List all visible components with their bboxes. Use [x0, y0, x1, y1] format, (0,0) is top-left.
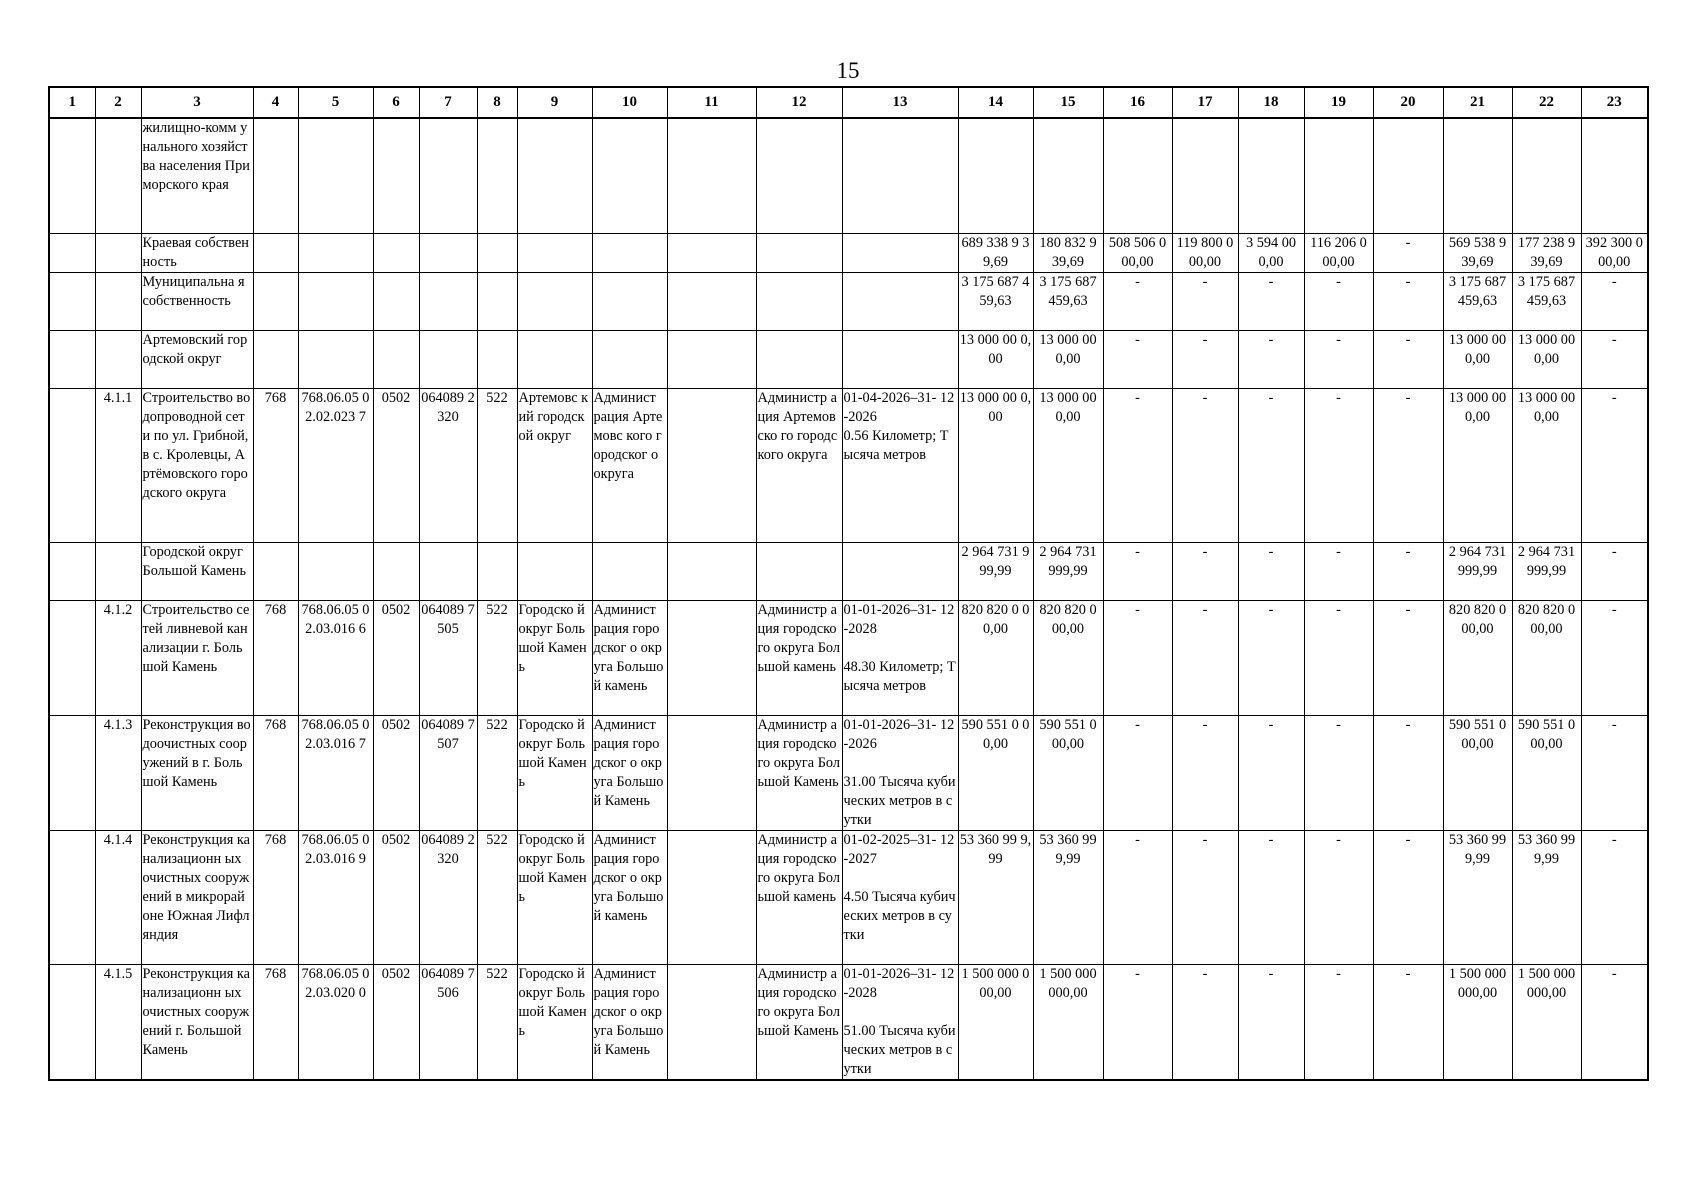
cell-col-19: - [1304, 330, 1373, 388]
cell-col-14: 2 964 731 999,99 [958, 542, 1033, 600]
cell-col-10 [592, 542, 667, 600]
column-number-21: 21 [1443, 87, 1512, 118]
capacity-indicator: 4.50 Тысяча кубических метров в сутки [843, 888, 956, 943]
cell-col-16: - [1103, 600, 1172, 715]
column-number-15: 15 [1033, 87, 1103, 118]
cell-col-3: Артемовский городской округ [141, 330, 253, 388]
cell-col-22: 1 500 000 000,00 [1512, 964, 1581, 1080]
cell-col-14: 590 551 0 00,00 [958, 715, 1033, 830]
cell-col-11 [667, 830, 756, 964]
cell-col-6 [373, 118, 419, 233]
cell-col-3: Строительство сетей ливневой канализации г. Большой Камень [141, 600, 253, 715]
cell-col-9 [517, 233, 592, 272]
cell-col-6 [373, 542, 419, 600]
cell-col-14: 53 360 99 9,99 [958, 830, 1033, 964]
cell-col-10 [592, 233, 667, 272]
cell-col-19: - [1304, 830, 1373, 964]
table-row-item [49, 715, 1648, 830]
cell-col-19: 116 206 0 00,00 [1304, 233, 1373, 272]
cell-col-23: 392 300 0 00,00 [1581, 233, 1648, 272]
cell-col-13 [842, 272, 958, 330]
cell-col-21: 569 538 9 39,69 [1443, 233, 1512, 272]
cell-col-10: Админист рация городског о округа Большой камень [592, 830, 667, 964]
cell-col-9 [517, 118, 592, 233]
cell-col-19: - [1304, 715, 1373, 830]
cell-col-22: 820 820 0 00,00 [1512, 600, 1581, 715]
column-number-8: 8 [477, 87, 517, 118]
cell-col-10 [592, 118, 667, 233]
column-number-7: 7 [419, 87, 477, 118]
cell-col-10: Админист рация городског о округа Большой Камень [592, 715, 667, 830]
cell-col-11 [667, 118, 756, 233]
cell-col-12 [756, 118, 842, 233]
cell-col-11 [667, 715, 756, 830]
cell-col-8: 522 [477, 388, 517, 542]
cell-col-11 [667, 272, 756, 330]
cell-col-13 [842, 600, 958, 715]
cell-col-8: 522 [477, 830, 517, 964]
cell-col-9: Артемовс кий городской округ [517, 388, 592, 542]
cell-col-12: Администр ация Артемовско го городского округа [756, 388, 842, 542]
cell-col-9 [517, 330, 592, 388]
cell-col-15: 590 551 0 00,00 [1033, 715, 1103, 830]
cell-col-7: 064089 2320 [419, 388, 477, 542]
cell-col-18: - [1238, 715, 1304, 830]
column-number-23: 23 [1581, 87, 1648, 118]
cell-col-15: 53 360 99 9,99 [1033, 830, 1103, 964]
cell-col-6: 0502 [373, 388, 419, 542]
cell-col-18: - [1238, 964, 1304, 1080]
cell-col-6 [373, 330, 419, 388]
cell-col-10: Админист рация городског о округа Большой Камень [592, 964, 667, 1080]
cell-col-15: 820 820 0 00,00 [1033, 600, 1103, 715]
cell-col-17: - [1172, 830, 1238, 964]
cell-col-17: - [1172, 388, 1238, 542]
table-row-source [49, 330, 1648, 388]
column-number-14: 14 [958, 87, 1033, 118]
cell-col-17: - [1172, 600, 1238, 715]
implementation-period: 01-04-2026–31- 12-2026 [843, 389, 955, 425]
cell-col-15: 3 175 687 459,63 [1033, 272, 1103, 330]
cell-col-3: Муниципальна я собственность [141, 272, 253, 330]
cell-col-1 [49, 830, 95, 964]
cell-col-23: - [1581, 272, 1648, 330]
cell-col-19: - [1304, 964, 1373, 1080]
program-table [48, 86, 1649, 1081]
cell-col-12: Администр ация городского округа Большой Камень [756, 715, 842, 830]
cell-col-12 [756, 330, 842, 388]
cell-col-20: - [1373, 600, 1443, 715]
cell-col-23: - [1581, 715, 1648, 830]
cell-col-7 [419, 272, 477, 330]
cell-col-23 [1581, 118, 1648, 233]
cell-col-20: - [1373, 715, 1443, 830]
cell-col-23: - [1581, 388, 1648, 542]
cell-col-15: 13 000 00 0,00 [1033, 388, 1103, 542]
cell-col-15: 180 832 9 39,69 [1033, 233, 1103, 272]
cell-col-12 [756, 542, 842, 600]
cell-col-20: - [1373, 388, 1443, 542]
column-number-11: 11 [667, 87, 756, 118]
cell-col-10: Админист рация Артемовс кого городског о округа [592, 388, 667, 542]
cell-col-22 [1512, 118, 1581, 233]
cell-col-10 [592, 272, 667, 330]
cell-col-13 [842, 388, 958, 542]
cell-col-5 [298, 542, 373, 600]
cell-col-12 [756, 233, 842, 272]
cell-col-22: 53 360 99 9,99 [1512, 830, 1581, 964]
cell-col-3: Строительство водопроводной сети по ул. Грибной, в с. Кролевцы, Артёмовского городского округа [141, 388, 253, 542]
cell-col-7: 064089 7505 [419, 600, 477, 715]
cell-col-17: 119 800 000,00 [1172, 233, 1238, 272]
cell-col-4 [253, 330, 298, 388]
cell-col-18 [1238, 118, 1304, 233]
table-row-item [49, 600, 1648, 715]
cell-col-19: - [1304, 542, 1373, 600]
table-row-source [49, 272, 1648, 330]
cell-col-8 [477, 118, 517, 233]
cell-col-21: 820 820 0 00,00 [1443, 600, 1512, 715]
cell-col-14: 820 820 0 00,00 [958, 600, 1033, 715]
column-number-4: 4 [253, 87, 298, 118]
cell-col-7 [419, 542, 477, 600]
cell-col-11 [667, 964, 756, 1080]
table-row-item [49, 964, 1648, 1080]
cell-col-2 [95, 272, 141, 330]
cell-col-13 [842, 330, 958, 388]
cell-col-8 [477, 330, 517, 388]
cell-col-13 [842, 118, 958, 233]
cell-col-4 [253, 233, 298, 272]
cell-col-18: - [1238, 600, 1304, 715]
cell-col-16: - [1103, 330, 1172, 388]
cell-col-16: - [1103, 272, 1172, 330]
cell-col-3: Реконструкция канализационн ых очистных сооружений в микрорайоне Южная Лифляндия [141, 830, 253, 964]
cell-col-15: 13 000 00 0,00 [1033, 330, 1103, 388]
cell-col-6: 0502 [373, 830, 419, 964]
cell-col-5 [298, 233, 373, 272]
cell-col-13 [842, 542, 958, 600]
cell-col-8: 522 [477, 600, 517, 715]
cell-col-6 [373, 233, 419, 272]
cell-col-22: 590 551 0 00,00 [1512, 715, 1581, 830]
cell-col-14: 13 000 00 0,00 [958, 330, 1033, 388]
cell-col-17: - [1172, 964, 1238, 1080]
cell-col-7: 064089 7506 [419, 964, 477, 1080]
cell-col-16 [1103, 118, 1172, 233]
cell-col-4 [253, 542, 298, 600]
column-number-12: 12 [756, 87, 842, 118]
implementation-period: 01-02-2025–31- 12-2027 [843, 831, 955, 867]
cell-col-7 [419, 118, 477, 233]
cell-col-12: Администр ация городского округа Большой камень [756, 600, 842, 715]
cell-col-3: Городской округ Большой Камень [141, 542, 253, 600]
column-number-10: 10 [592, 87, 667, 118]
column-number-6: 6 [373, 87, 419, 118]
cell-col-21: 13 000 00 0,00 [1443, 330, 1512, 388]
cell-col-10 [592, 330, 667, 388]
cell-col-22: 177 238 9 39,69 [1512, 233, 1581, 272]
cell-col-4 [253, 272, 298, 330]
cell-col-2 [95, 118, 141, 233]
cell-col-5: 768.06.05 02.03.020 0 [298, 964, 373, 1080]
cell-col-1 [49, 233, 95, 272]
column-number-20: 20 [1373, 87, 1443, 118]
cell-col-22: 2 964 731 999,99 [1512, 542, 1581, 600]
cell-col-20: - [1373, 542, 1443, 600]
column-number-17: 17 [1172, 87, 1238, 118]
cell-col-16: - [1103, 542, 1172, 600]
cell-col-18: 3 594 00 0,00 [1238, 233, 1304, 272]
cell-col-2: 4.1.1 [95, 388, 141, 542]
cell-col-17: - [1172, 330, 1238, 388]
table-row-source [49, 118, 1648, 233]
cell-col-18: - [1238, 542, 1304, 600]
cell-col-11 [667, 542, 756, 600]
cell-col-2: 4.1.5 [95, 964, 141, 1080]
cell-col-1 [49, 272, 95, 330]
cell-col-10: Админист рация городског о округа Большой камень [592, 600, 667, 715]
cell-col-7: 064089 2320 [419, 830, 477, 964]
cell-col-13 [842, 830, 958, 964]
cell-col-4: 768 [253, 964, 298, 1080]
cell-col-5: 768.06.05 02.02.023 7 [298, 388, 373, 542]
cell-col-1 [49, 600, 95, 715]
cell-col-23: - [1581, 330, 1648, 388]
column-number-3: 3 [141, 87, 253, 118]
cell-col-16: - [1103, 715, 1172, 830]
cell-col-23: - [1581, 830, 1648, 964]
cell-col-20: - [1373, 830, 1443, 964]
cell-col-7 [419, 330, 477, 388]
cell-col-21: 590 551 0 00,00 [1443, 715, 1512, 830]
cell-col-18: - [1238, 272, 1304, 330]
cell-col-15 [1033, 118, 1103, 233]
cell-col-14 [958, 118, 1033, 233]
cell-col-12: Администр ация городского округа Большой Камень [756, 964, 842, 1080]
cell-col-5 [298, 118, 373, 233]
cell-col-21: 3 175 687 459,63 [1443, 272, 1512, 330]
cell-col-11 [667, 330, 756, 388]
table-row-item [49, 388, 1648, 542]
cell-col-8: 522 [477, 964, 517, 1080]
cell-col-9: Городско й округ Большой Камень [517, 830, 592, 964]
column-number-header [49, 87, 1648, 118]
implementation-period: 01-01-2026–31- 12-2026 [843, 716, 955, 752]
cell-col-3: Краевая собственность [141, 233, 253, 272]
column-number-18: 18 [1238, 87, 1304, 118]
cell-col-3: жилищно-комм унального хозяйства населения Приморского края [141, 118, 253, 233]
cell-col-3: Реконструкция канализационн ых очистных сооружений г. Большой Камень [141, 964, 253, 1080]
cell-col-20: - [1373, 272, 1443, 330]
cell-col-17: - [1172, 715, 1238, 830]
column-number-9: 9 [517, 87, 592, 118]
cell-col-16: - [1103, 830, 1172, 964]
cell-col-11 [667, 600, 756, 715]
capacity-indicator: 51.00 Тысяча кубических метров в сутки [843, 1022, 956, 1077]
cell-col-5 [298, 330, 373, 388]
cell-col-19 [1304, 118, 1373, 233]
cell-col-23: - [1581, 964, 1648, 1080]
cell-col-20 [1373, 118, 1443, 233]
cell-col-14: 3 175 687 459,63 [958, 272, 1033, 330]
cell-col-5: 768.06.05 02.03.016 9 [298, 830, 373, 964]
cell-col-21: 13 000 00 0,00 [1443, 388, 1512, 542]
cell-col-6: 0502 [373, 715, 419, 830]
cell-col-15: 2 964 731 999,99 [1033, 542, 1103, 600]
cell-col-3: Реконструкция водоочистных сооружений в г. Большой Камень [141, 715, 253, 830]
cell-col-16: - [1103, 388, 1172, 542]
cell-col-4: 768 [253, 715, 298, 830]
cell-col-19: - [1304, 600, 1373, 715]
cell-col-18: - [1238, 830, 1304, 964]
cell-col-1 [49, 964, 95, 1080]
cell-col-19: - [1304, 272, 1373, 330]
cell-col-4: 768 [253, 388, 298, 542]
cell-col-5 [298, 272, 373, 330]
cell-col-15: 1 500 000 000,00 [1033, 964, 1103, 1080]
cell-col-5: 768.06.05 02.03.016 6 [298, 600, 373, 715]
cell-col-21: 1 500 000 000,00 [1443, 964, 1512, 1080]
cell-col-9 [517, 542, 592, 600]
cell-col-18: - [1238, 388, 1304, 542]
cell-col-11 [667, 388, 756, 542]
cell-col-6: 0502 [373, 600, 419, 715]
cell-col-2 [95, 233, 141, 272]
cell-col-2: 4.1.3 [95, 715, 141, 830]
cell-col-5: 768.06.05 02.03.016 7 [298, 715, 373, 830]
cell-col-9: Городско й округ Большой Камень [517, 964, 592, 1080]
implementation-period: 01-01-2026–31- 12-2028 [843, 965, 955, 1001]
cell-col-16: - [1103, 964, 1172, 1080]
cell-col-14: 689 338 9 39,69 [958, 233, 1033, 272]
column-number-2: 2 [95, 87, 141, 118]
capacity-indicator: 48.30 Километр; Тысяча метров [843, 658, 956, 694]
cell-col-20: - [1373, 233, 1443, 272]
cell-col-12 [756, 272, 842, 330]
column-number-13: 13 [842, 87, 958, 118]
cell-col-18: - [1238, 330, 1304, 388]
capacity-indicator: 0.56 Километр; Тысяча метров [843, 427, 949, 463]
table-row-source [49, 233, 1648, 272]
cell-col-1 [49, 542, 95, 600]
cell-col-8 [477, 233, 517, 272]
cell-col-7 [419, 233, 477, 272]
cell-col-2 [95, 542, 141, 600]
cell-col-1 [49, 330, 95, 388]
cell-col-9: Городско й округ Большой Камень [517, 715, 592, 830]
cell-col-23: - [1581, 600, 1648, 715]
cell-col-6 [373, 272, 419, 330]
cell-col-20: - [1373, 330, 1443, 388]
cell-col-16: 508 506 0 00,00 [1103, 233, 1172, 272]
cell-col-6: 0502 [373, 964, 419, 1080]
cell-col-4: 768 [253, 600, 298, 715]
cell-col-11 [667, 233, 756, 272]
cell-col-9 [517, 272, 592, 330]
cell-col-13 [842, 233, 958, 272]
cell-col-9: Городско й округ Большой Камень [517, 600, 592, 715]
cell-col-20: - [1373, 964, 1443, 1080]
column-number-1: 1 [49, 87, 95, 118]
cell-col-2: 4.1.4 [95, 830, 141, 964]
cell-col-22: 13 000 00 0,00 [1512, 330, 1581, 388]
cell-col-21 [1443, 118, 1512, 233]
page-number: 15 [836, 58, 860, 83]
cell-col-2 [95, 330, 141, 388]
cell-col-2: 4.1.2 [95, 600, 141, 715]
cell-col-8: 522 [477, 715, 517, 830]
cell-col-1 [49, 118, 95, 233]
cell-col-1 [49, 715, 95, 830]
cell-col-8 [477, 542, 517, 600]
table-row-item [49, 830, 1648, 964]
cell-col-17: - [1172, 542, 1238, 600]
cell-col-12: Администр ация городского округа Большой камень [756, 830, 842, 964]
column-number-19: 19 [1304, 87, 1373, 118]
cell-col-13 [842, 964, 958, 1080]
cell-col-4: 768 [253, 830, 298, 964]
table-row-source [49, 542, 1648, 600]
cell-col-13 [842, 715, 958, 830]
cell-col-17 [1172, 118, 1238, 233]
cell-col-14: 13 000 00 0,00 [958, 388, 1033, 542]
column-number-16: 16 [1103, 87, 1172, 118]
cell-col-21: 2 964 731 999,99 [1443, 542, 1512, 600]
cell-col-17: - [1172, 272, 1238, 330]
cell-col-22: 3 175 687 459,63 [1512, 272, 1581, 330]
column-number-5: 5 [298, 87, 373, 118]
cell-col-19: - [1304, 388, 1373, 542]
cell-col-8 [477, 272, 517, 330]
cell-col-22: 13 000 00 0,00 [1512, 388, 1581, 542]
cell-col-4 [253, 118, 298, 233]
cell-col-23: - [1581, 542, 1648, 600]
capacity-indicator: 31.00 Тысяча кубических метров в сутки [843, 773, 956, 828]
cell-col-21: 53 360 99 9,99 [1443, 830, 1512, 964]
cell-col-14: 1 500 000 000,00 [958, 964, 1033, 1080]
cell-col-1 [49, 388, 95, 542]
column-number-22: 22 [1512, 87, 1581, 118]
cell-col-7: 064089 7507 [419, 715, 477, 830]
implementation-period: 01-01-2026–31- 12-2028 [843, 601, 955, 637]
